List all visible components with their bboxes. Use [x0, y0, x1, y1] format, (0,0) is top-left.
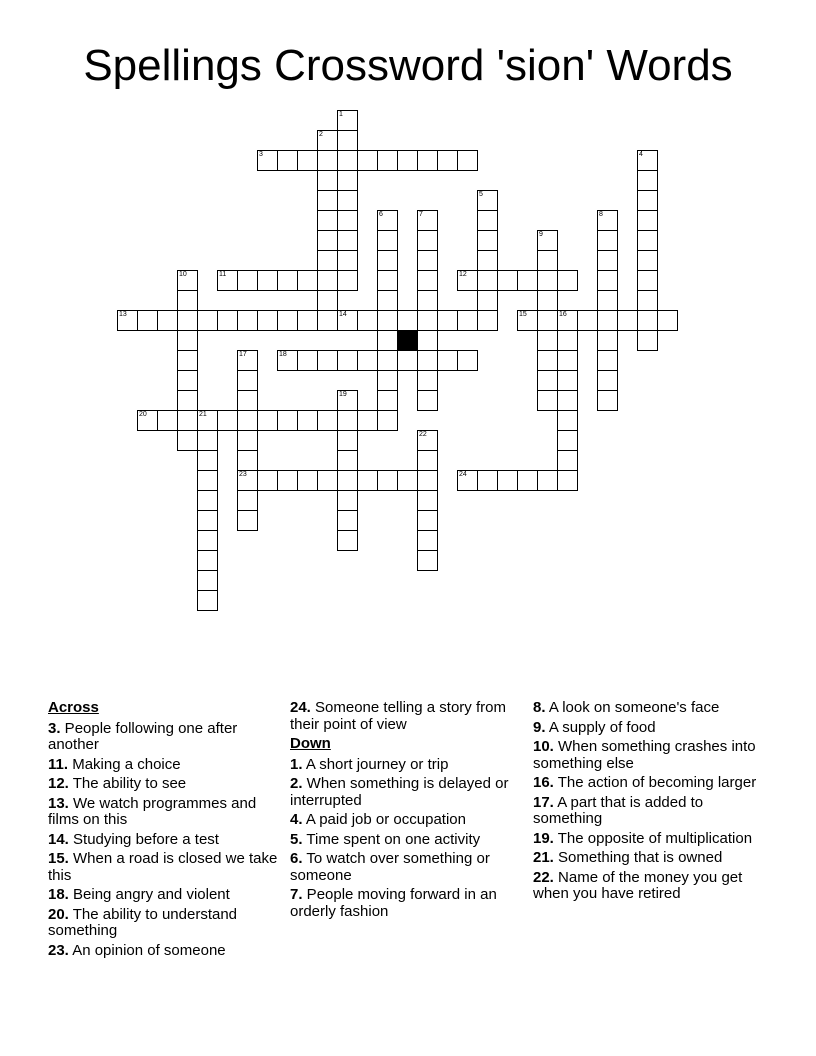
grid-cell[interactable]	[337, 490, 358, 511]
clue-across	[290, 700, 522, 733]
grid-cell[interactable]	[197, 450, 218, 471]
grid-cell[interactable]	[377, 150, 398, 171]
grid-cell[interactable]	[477, 230, 498, 251]
grid-cell[interactable]	[157, 310, 178, 331]
clue-number: 19	[339, 391, 347, 398]
grid-cell[interactable]	[337, 310, 358, 331]
grid-cell[interactable]	[377, 390, 398, 411]
grid-cell[interactable]	[537, 350, 558, 371]
grid-cell[interactable]	[157, 410, 178, 431]
grid-cell[interactable]	[357, 410, 378, 431]
grid-cell[interactable]	[337, 190, 358, 211]
clue-down	[533, 850, 765, 867]
grid-cell[interactable]	[477, 290, 498, 311]
grid-cell[interactable]	[477, 190, 498, 211]
clue-number: 1.	[290, 755, 303, 773]
grid-cell[interactable]	[597, 310, 618, 331]
grid-cell[interactable]	[417, 490, 438, 511]
grid-cell[interactable]	[257, 410, 278, 431]
grid-cell[interactable]	[237, 390, 258, 411]
clue-number: 10	[179, 271, 187, 278]
grid-cell[interactable]	[637, 210, 658, 231]
clue-number: 7.	[290, 886, 303, 903]
grid-cell[interactable]	[197, 530, 218, 551]
grid-cell[interactable]	[557, 310, 578, 331]
clue-number: 21.	[533, 849, 554, 866]
grid-cell[interactable]	[477, 310, 498, 331]
grid-cell[interactable]	[277, 270, 298, 291]
grid-cell[interactable]	[597, 210, 618, 231]
grid-cell[interactable]	[317, 350, 338, 371]
clue-down	[533, 700, 765, 717]
grid-cell[interactable]	[337, 390, 358, 411]
grid-cell[interactable]	[237, 350, 258, 371]
grid-cell[interactable]	[417, 290, 438, 311]
clue-number: 2.	[290, 775, 303, 792]
clue-number: 10.	[533, 738, 554, 755]
grid-cell[interactable]	[477, 270, 498, 291]
grid-cell[interactable]	[637, 330, 658, 351]
grid-cell[interactable]	[337, 430, 358, 451]
grid-cell[interactable]	[437, 310, 458, 331]
grid-cell[interactable]	[377, 210, 398, 231]
grid-cell[interactable]	[417, 530, 438, 551]
grid-cell[interactable]	[597, 330, 618, 351]
clue-across	[48, 776, 280, 793]
clue-text: A short journey or trip	[302, 755, 449, 773]
grid-cell[interactable]	[397, 350, 418, 371]
grid-cell[interactable]	[257, 470, 278, 491]
clue-number: 17	[239, 351, 247, 358]
grid-cell[interactable]	[337, 410, 358, 431]
clue-down	[290, 776, 522, 809]
grid-cell[interactable]	[277, 150, 298, 171]
across-heading: Across	[48, 699, 99, 716]
grid-cell[interactable]	[377, 250, 398, 271]
grid-cell[interactable]	[417, 350, 438, 371]
grid-cell[interactable]	[337, 210, 358, 231]
clue-text: People moving forward in an orderly fashion	[290, 886, 497, 920]
grid-cell[interactable]	[637, 150, 658, 171]
grid-cell[interactable]	[417, 430, 438, 451]
clue-down	[533, 775, 765, 792]
grid-cell[interactable]	[297, 410, 318, 431]
grid-cell[interactable]	[477, 250, 498, 271]
clue-number: 18	[279, 351, 287, 358]
clue-number: 19.	[533, 829, 554, 847]
grid-cell[interactable]	[597, 270, 618, 291]
grid-cell[interactable]	[637, 270, 658, 291]
grid-cell[interactable]	[477, 210, 498, 231]
grid-cell[interactable]	[317, 470, 338, 491]
clue-number: 22.	[533, 868, 554, 886]
grid-cell[interactable]	[237, 470, 258, 491]
grid-cell[interactable]	[557, 270, 578, 291]
grid-cell[interactable]	[377, 470, 398, 491]
clue-text: Someone telling a story from their point of view	[290, 699, 506, 733]
grid-cell[interactable]	[417, 550, 438, 571]
grid-cell[interactable]	[357, 310, 378, 331]
grid-cell[interactable]	[197, 570, 218, 591]
clue-number: 3	[259, 151, 263, 158]
grid-cell[interactable]	[637, 250, 658, 271]
grid-cell[interactable]	[637, 290, 658, 311]
clue-number: 24.	[290, 699, 311, 716]
grid-cell[interactable]	[397, 470, 418, 491]
grid-cell[interactable]	[337, 230, 358, 251]
clue-text: To watch over something or someone	[290, 850, 490, 884]
grid-cell[interactable]	[597, 350, 618, 371]
clue-number: 11	[219, 271, 227, 278]
grid-cell[interactable]	[537, 250, 558, 271]
clue-across	[48, 851, 280, 884]
clue-down	[533, 795, 765, 828]
grid-cell[interactable]	[337, 510, 358, 531]
clue-across	[48, 832, 280, 849]
clue-number: 6.	[290, 850, 303, 867]
grid-cell[interactable]	[397, 310, 418, 331]
grid-cell[interactable]	[317, 210, 338, 231]
clue-down	[290, 887, 522, 920]
clue-across	[48, 796, 280, 829]
grid-cell[interactable]	[177, 270, 198, 291]
grid-cell[interactable]	[397, 150, 418, 171]
clue-text: When a road is closed we take this	[48, 850, 278, 884]
grid-cell[interactable]	[537, 270, 558, 291]
clue-text: The ability to understand something	[48, 905, 238, 939]
grid-cell[interactable]	[497, 470, 518, 491]
grid-cell[interactable]	[177, 350, 198, 371]
grid-cell[interactable]	[377, 350, 398, 371]
clue-number: 14	[339, 311, 347, 318]
clue-text: When something is delayed or interrupted	[290, 775, 509, 809]
clue-text: The ability to see	[68, 775, 187, 792]
grid-cell[interactable]	[617, 310, 638, 331]
grid-cell[interactable]	[557, 330, 578, 351]
clue-text: Name of the money you get when you have retired	[533, 868, 743, 902]
grid-cell[interactable]	[297, 270, 318, 291]
grid-cell[interactable]	[557, 430, 578, 451]
clue-down	[290, 832, 522, 849]
grid-cell[interactable]	[277, 310, 298, 331]
clue-number: 8.	[533, 699, 546, 716]
grid-cell[interactable]	[317, 170, 338, 191]
clue-text: A look on someone's face	[545, 699, 720, 716]
grid-cell[interactable]	[537, 330, 558, 351]
grid-cell[interactable]	[597, 370, 618, 391]
grid-cell[interactable]	[457, 470, 478, 491]
grid-cell[interactable]	[317, 150, 338, 171]
grid-cell[interactable]	[257, 270, 278, 291]
grid-cell[interactable]	[357, 470, 378, 491]
grid-cell[interactable]	[597, 290, 618, 311]
grid-cell[interactable]	[297, 470, 318, 491]
grid-cell[interactable]	[177, 290, 198, 311]
grid-cell[interactable]	[377, 290, 398, 311]
grid-cell[interactable]	[277, 350, 298, 371]
grid-cell[interactable]	[557, 350, 578, 371]
grid-cell[interactable]	[177, 410, 198, 431]
clue-number: 23.	[48, 941, 69, 959]
grid-cell[interactable]	[337, 110, 358, 131]
grid-cell[interactable]	[197, 470, 218, 491]
grid-cell[interactable]	[437, 350, 458, 371]
clue-number: 15.	[48, 850, 69, 867]
grid-cell[interactable]	[517, 470, 538, 491]
grid-cell[interactable]	[217, 310, 238, 331]
grid-cell[interactable]	[297, 310, 318, 331]
grid-cell[interactable]	[457, 150, 478, 171]
grid-cell[interactable]	[417, 470, 438, 491]
clue-text: We watch programmes and films on this	[48, 794, 257, 828]
clue-number: 5	[479, 191, 483, 198]
grid-cell[interactable]	[477, 470, 498, 491]
clue-column-1	[48, 700, 280, 962]
clue-text: Something that is owned	[553, 849, 723, 866]
grid-cell[interactable]	[517, 270, 538, 291]
grid-cell[interactable]	[177, 430, 198, 451]
clue-number: 16	[559, 311, 567, 318]
grid-cell[interactable]	[337, 530, 358, 551]
clue-number: 6	[379, 211, 383, 218]
grid-cell[interactable]	[297, 350, 318, 371]
grid-cell[interactable]	[557, 390, 578, 411]
clue-number: 20.	[48, 905, 69, 923]
grid-cell[interactable]	[197, 310, 218, 331]
grid-cell[interactable]	[417, 270, 438, 291]
grid-cell[interactable]	[237, 430, 258, 451]
clue-number: 3.	[48, 719, 61, 737]
clue-text: A paid job or occupation	[302, 811, 466, 828]
grid-cell[interactable]	[637, 190, 658, 211]
grid-cell[interactable]	[237, 510, 258, 531]
grid-cell[interactable]	[337, 350, 358, 371]
clue-across	[48, 943, 280, 960]
grid-cell[interactable]	[417, 310, 438, 331]
grid-cell[interactable]	[537, 470, 558, 491]
grid-cell[interactable]	[637, 310, 658, 331]
grid-cell[interactable]	[417, 250, 438, 271]
grid-cell[interactable]	[237, 270, 258, 291]
clue-number: 21	[199, 411, 207, 418]
grid-cell[interactable]	[417, 230, 438, 251]
grid-cell[interactable]	[137, 310, 158, 331]
grid-cell[interactable]	[577, 310, 598, 331]
page-title: Spellings Crossword 'sion' Words	[83, 41, 733, 90]
black-cell	[397, 330, 418, 351]
grid-cell[interactable]	[177, 310, 198, 331]
clue-number: 12.	[48, 775, 69, 792]
grid-cell[interactable]	[237, 490, 258, 511]
grid-cell[interactable]	[417, 330, 438, 351]
grid-cell[interactable]	[317, 270, 338, 291]
clue-text: The opposite of multiplication	[553, 829, 753, 847]
grid-cell[interactable]	[537, 310, 558, 331]
grid-cell[interactable]	[557, 410, 578, 431]
clue-number: 23	[239, 471, 247, 478]
grid-cell[interactable]	[517, 310, 538, 331]
clue-number: 4.	[290, 811, 303, 828]
clue-number: 13.	[48, 794, 69, 812]
grid-cell[interactable]	[417, 510, 438, 531]
clue-number: 1	[339, 111, 343, 118]
grid-cell[interactable]	[337, 170, 358, 191]
clue-text: Being angry and violent	[68, 886, 230, 903]
grid-cell[interactable]	[317, 290, 338, 311]
grid-cell[interactable]	[537, 230, 558, 251]
clue-number: 8	[599, 211, 603, 218]
grid-cell[interactable]	[537, 390, 558, 411]
grid-cell[interactable]	[137, 410, 158, 431]
clue-down	[533, 870, 765, 903]
grid-cell[interactable]	[417, 150, 438, 171]
grid-cell[interactable]	[457, 310, 478, 331]
clue-number: 22	[419, 431, 427, 438]
grid-cell[interactable]	[177, 370, 198, 391]
grid-cell[interactable]	[277, 410, 298, 431]
grid-cell[interactable]	[357, 150, 378, 171]
grid-cell[interactable]	[537, 370, 558, 391]
clue-down	[290, 757, 522, 774]
clue-text: An opinion of someone	[68, 941, 226, 959]
grid-cell[interactable]	[337, 470, 358, 491]
grid-cell[interactable]	[537, 290, 558, 311]
clue-number: 18.	[48, 886, 69, 903]
clue-text: People following one after another	[48, 719, 238, 753]
grid-cell[interactable]	[457, 270, 478, 291]
grid-cell[interactable]	[297, 150, 318, 171]
clue-across	[48, 721, 280, 754]
grid-cell[interactable]	[637, 170, 658, 191]
clue-text: The action of becoming larger	[553, 774, 757, 791]
grid-cell[interactable]	[377, 330, 398, 351]
clue-number: 4	[639, 151, 643, 158]
grid-cell[interactable]	[237, 450, 258, 471]
clue-number: 15	[519, 311, 527, 318]
grid-cell[interactable]	[597, 390, 618, 411]
grid-cell[interactable]	[197, 430, 218, 451]
clue-number: 9	[539, 231, 543, 238]
grid-cell[interactable]	[317, 130, 338, 151]
clue-across	[48, 757, 280, 774]
grid-cell[interactable]	[317, 250, 338, 271]
grid-cell[interactable]	[217, 410, 238, 431]
grid-cell[interactable]	[597, 250, 618, 271]
grid-cell[interactable]	[257, 150, 278, 171]
clue-column-2	[290, 700, 522, 923]
grid-cell[interactable]	[437, 150, 458, 171]
grid-cell[interactable]	[457, 350, 478, 371]
grid-cell[interactable]	[197, 510, 218, 531]
clue-number: 20	[139, 411, 147, 418]
grid-cell[interactable]	[237, 310, 258, 331]
grid-cell[interactable]	[177, 390, 198, 411]
grid-cell[interactable]	[337, 150, 358, 171]
grid-cell[interactable]	[197, 410, 218, 431]
grid-cell[interactable]	[417, 390, 438, 411]
clue-number: 13	[119, 311, 127, 318]
clue-number: 12	[459, 271, 467, 278]
clue-down	[290, 812, 522, 829]
grid-cell[interactable]	[377, 370, 398, 391]
down-heading: Down	[290, 735, 331, 752]
grid-cell[interactable]	[317, 190, 338, 211]
grid-cell[interactable]	[597, 230, 618, 251]
grid-cell[interactable]	[337, 450, 358, 471]
clue-down	[533, 720, 765, 737]
grid-cell[interactable]	[117, 310, 138, 331]
clue-column-3	[533, 700, 765, 906]
grid-cell[interactable]	[377, 410, 398, 431]
grid-cell[interactable]	[277, 470, 298, 491]
grid-cell[interactable]	[417, 210, 438, 231]
clue-down	[533, 831, 765, 848]
grid-cell[interactable]	[217, 270, 238, 291]
grid-cell[interactable]	[557, 370, 578, 391]
clue-number: 16.	[533, 774, 554, 791]
grid-cell[interactable]	[377, 230, 398, 251]
clue-text: A part that is added to something	[533, 793, 704, 827]
clue-number: 11.	[48, 755, 69, 773]
clue-across	[48, 887, 280, 904]
clue-text: Studying before a test	[68, 830, 219, 848]
clue-number: 17.	[533, 793, 554, 811]
grid-cell[interactable]	[197, 550, 218, 571]
grid-cell[interactable]	[417, 450, 438, 471]
grid-cell[interactable]	[637, 230, 658, 251]
grid-cell[interactable]	[417, 370, 438, 391]
grid-cell[interactable]	[357, 350, 378, 371]
clue-number: 2	[319, 131, 323, 138]
clue-across	[48, 907, 280, 940]
grid-cell[interactable]	[317, 310, 338, 331]
clue-number: 7	[419, 211, 423, 218]
grid-cell[interactable]	[497, 270, 518, 291]
grid-cell[interactable]	[557, 450, 578, 471]
grid-cell[interactable]	[237, 370, 258, 391]
clue-number: 14.	[48, 830, 69, 848]
clue-number: 24	[459, 471, 467, 478]
grid-cell[interactable]	[557, 470, 578, 491]
grid-cell[interactable]	[197, 590, 218, 611]
grid-cell[interactable]	[177, 330, 198, 351]
grid-cell[interactable]	[257, 310, 278, 331]
clue-text: Time spent on one activity	[302, 830, 481, 848]
grid-cell[interactable]	[337, 270, 358, 291]
clue-text: When something crashes into something else	[533, 738, 756, 772]
clue-down	[290, 851, 522, 884]
grid-cell[interactable]	[337, 130, 358, 151]
grid-cell[interactable]	[317, 410, 338, 431]
grid-cell[interactable]	[377, 310, 398, 331]
clue-number: 5.	[290, 830, 303, 848]
clue-down	[533, 739, 765, 772]
grid-cell[interactable]	[377, 270, 398, 291]
grid-cell[interactable]	[197, 490, 218, 511]
grid-cell[interactable]	[237, 410, 258, 431]
grid-cell[interactable]	[337, 250, 358, 271]
grid-cell[interactable]	[657, 310, 678, 331]
grid-cell[interactable]	[317, 230, 338, 251]
clue-text: A supply of food	[545, 718, 656, 736]
clue-text: Making a choice	[68, 755, 181, 773]
clue-number: 9.	[533, 718, 546, 736]
